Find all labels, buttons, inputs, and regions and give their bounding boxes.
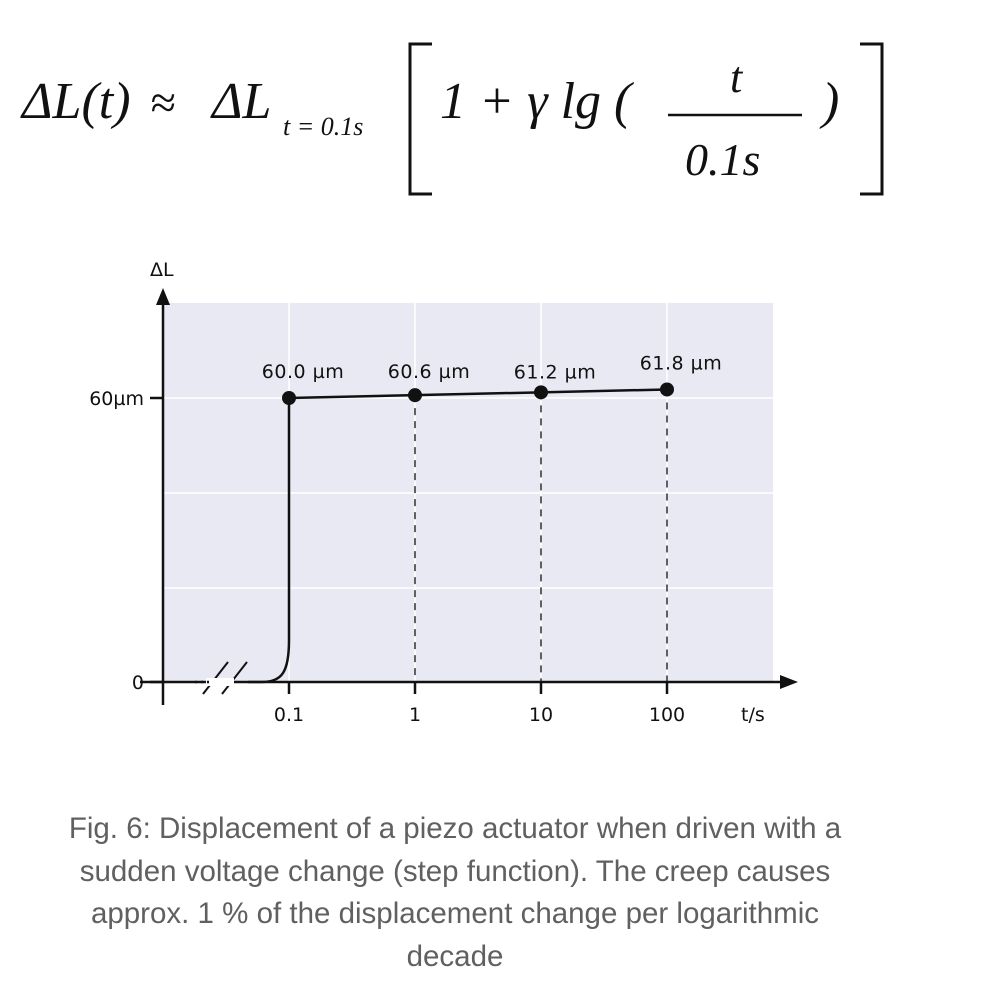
left-bracket — [410, 44, 432, 194]
data-label: 60.0 µm — [261, 361, 345, 383]
formula-close-paren: ) — [822, 73, 840, 130]
x-tick-label: 0.1 — [273, 704, 305, 726]
x-tick-label: 100 — [648, 704, 686, 726]
data-label: 61.2 µm — [513, 361, 597, 384]
x-tick-label: 10 — [528, 704, 554, 726]
y-axis-arrow — [156, 288, 170, 305]
formula-ref-subscript: t = 0.1s — [283, 112, 364, 141]
formula-numerator: t — [730, 53, 743, 102]
formula-bracket-term: 1 + γ lg ( — [440, 73, 632, 130]
figure-caption: Fig. 6: Displacement of a piezo actuator when driven with a sudden voltage change (step function). The creep causes approx. 1 % of the displacement change per logarithmic decade — [68, 812, 842, 973]
formula-lhs: ΔL(t) — [22, 73, 131, 130]
formula-ref: ΔL — [212, 73, 272, 130]
data-point — [282, 391, 296, 405]
x-axis-arrow — [780, 675, 798, 689]
right-bracket — [860, 44, 882, 194]
formula-denominator: 0.1s — [685, 134, 761, 185]
creep-formula — [0, 0, 992, 225]
x-axis-label: t/s — [741, 704, 765, 726]
y-tick-label: 60µm — [89, 388, 144, 410]
data-point — [534, 385, 548, 399]
formula-approx: ≈ — [150, 77, 176, 128]
y-tick-label: 0 — [131, 672, 144, 694]
data-label: 60.6 µm — [387, 361, 471, 384]
data-point — [660, 382, 674, 396]
data-label: 61.8 µm — [639, 352, 723, 375]
creep-chart — [0, 250, 992, 740]
x-tick-label: 1 — [408, 704, 422, 726]
axis-break-gap — [206, 678, 234, 686]
data-point — [408, 388, 422, 402]
y-axis-label: ΔL — [150, 259, 174, 281]
